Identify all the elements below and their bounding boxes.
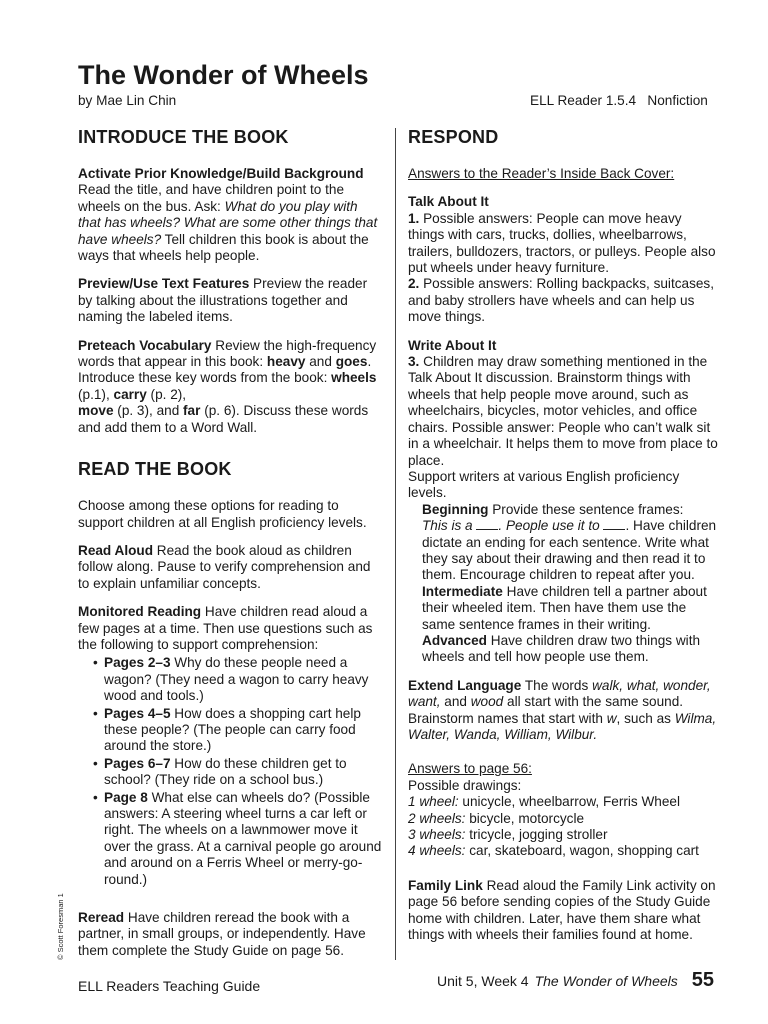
footer-unit-info xyxy=(437,969,714,991)
ell-reader-ref: ELL Reader 1.5.4 Nonfiction xyxy=(530,93,708,108)
read-aloud-paragraph xyxy=(78,543,383,592)
intermediate-label: Intermediate xyxy=(422,583,503,599)
respond-heading: RESPOND xyxy=(408,127,499,147)
footer-unit: Unit 5, Week 4 xyxy=(437,973,529,989)
answer-text: Children may draw something mentioned in the Talk About It discussion. Brainstorm things with wheels that help people move around, such as wheelchairs, bicycles, motor vehicles, and office chairs. Possible answer: People who can’t walk sit in a wheelchair. It helps them to move from place to place. xyxy=(408,354,718,468)
answers-56-heading: Answers to page 56: xyxy=(408,761,532,777)
drawing-text: unicycle, wheelbarrow, Ferris Wheel xyxy=(458,794,680,810)
extend-text-2: all start with the same sound. Brainstorm names that start with xyxy=(408,694,684,726)
write-about-it-section xyxy=(408,338,718,666)
extend-text: The words xyxy=(521,677,593,693)
vocab-and: and xyxy=(305,354,336,370)
extend-text-3: , such as xyxy=(616,710,675,726)
list-item xyxy=(104,790,383,888)
list-item xyxy=(104,756,383,789)
read-aloud-text: Read the book aloud as children follow along. Pause to verify comprehension and to explain unfamiliar concepts. xyxy=(78,542,371,591)
intermediate-level xyxy=(408,584,718,633)
vocab-p2: (p. 2), xyxy=(146,386,187,402)
write-heading: Write About It xyxy=(408,337,497,353)
extend-language-paragraph xyxy=(408,678,718,744)
blank-line xyxy=(603,519,625,530)
vocab-label: Preteach Vocabulary xyxy=(78,337,212,353)
activate-prior-knowledge-paragraph xyxy=(78,166,383,264)
apk-text1: Read the title, and have children point to the wheels on the bus. Ask: xyxy=(78,182,345,214)
drawing-label: 1 wheel: xyxy=(408,794,459,810)
answer-number: 1. xyxy=(408,210,420,226)
monitored-text: Have children read aloud a few pages at a time. Then use questions such as the following to support comprehension: xyxy=(78,604,373,652)
footer-guide-title: ELL Readers Teaching Guide xyxy=(78,978,261,994)
drawing-label: 4 wheels: xyxy=(408,843,466,859)
family-link-paragraph xyxy=(408,878,718,944)
advanced-text: Have children draw two things with wheels and tell how people use them. xyxy=(422,632,701,665)
talk-about-it-section xyxy=(408,194,718,325)
intermediate-text: Have children tell a partner about their wheeled item. Then have them use the same sentence frames in their writing. xyxy=(422,583,707,632)
apk-text2: Tell children this book is about the ways that wheels help people. xyxy=(78,231,369,264)
extend-and: and xyxy=(440,694,471,710)
preview-paragraph xyxy=(78,276,383,325)
bullet-text: Why do these people need a wagon? (They need a wagon to carry heavy wood and tools.) xyxy=(104,655,369,704)
column-divider xyxy=(395,128,396,960)
bullet-label: Pages 6–7 xyxy=(104,755,171,771)
extend-label: Extend Language xyxy=(408,677,522,693)
vocab-word-goes: goes xyxy=(335,354,368,370)
bullet-label: Pages 2–3 xyxy=(104,655,171,671)
extend-names: Wilma, Walter, Wanda, William, Wilbur. xyxy=(408,710,717,742)
copyright-notice: © Scott Foresman 1 xyxy=(56,893,65,960)
answer-text: Possible answers: Rolling backpacks, suitcases, and baby strollers have wheels and can help us move things. xyxy=(408,276,715,325)
answers-cover-heading: Answers to the Reader’s Inside Back Cover: xyxy=(408,166,675,181)
sentence-frame-1: This is a xyxy=(422,518,473,534)
support-text: Support writers at various English proficiency levels. xyxy=(408,468,680,501)
preteach-vocab-paragraph xyxy=(78,338,383,436)
drawing-text: tricycle, jogging stroller xyxy=(465,827,608,843)
list-item xyxy=(104,655,383,704)
family-link-label: Family Link xyxy=(408,877,483,893)
list-item xyxy=(408,794,718,810)
reread-text: Have children reread the book with a partner, in small groups, or independently. Have them complete the Study Guide on page 56. xyxy=(78,910,366,958)
advanced-label: Advanced xyxy=(422,632,487,648)
vocab-word-carry: carry xyxy=(113,386,147,402)
page-number: 55 xyxy=(691,969,714,991)
drawing-text: car, skateboard, wagon, shopping cart xyxy=(465,843,699,859)
list-item xyxy=(408,843,718,859)
talk-answer-1 xyxy=(408,211,718,277)
possible-drawings: Possible drawings: xyxy=(408,777,522,793)
extend-w: w xyxy=(606,710,617,726)
vocab-word-move: move xyxy=(78,403,114,419)
answer-number: 2. xyxy=(408,276,420,292)
vocab-word-far: far xyxy=(183,403,201,419)
bullet-text: What else can wheels do? (Possible answers: A steering wheel turns a car left or right. The wheels on a lawnmower move it over the grass. At a carnival people go around and around on a Ferris Wheel or merry-go-round.) xyxy=(104,789,382,887)
beginning-text-2: . Have children dictate an ending for each sentence. Write what they say about their drawing and then read it to them. Encourage children to repeat after you. xyxy=(422,518,717,583)
advanced-level xyxy=(408,633,718,666)
preview-text: Preview the reader by talking about the illustrations together and naming the labeled items. xyxy=(78,276,368,325)
apk-label: Activate Prior Knowledge/Build Background xyxy=(78,166,364,181)
list-item xyxy=(408,811,718,827)
bullet-label: Pages 4–5 xyxy=(104,705,171,721)
vocab-p3: (p. 3), and xyxy=(113,403,184,419)
beginning-text: Provide these sentence frames: xyxy=(488,501,684,517)
extend-wood: wood xyxy=(470,694,504,710)
question-list xyxy=(78,655,383,888)
drawing-label: 2 wheels: xyxy=(408,810,466,826)
talk-answer-2 xyxy=(408,276,718,325)
write-answer-3 xyxy=(408,354,718,469)
bullet-text: How does a shopping cart help these people? (The people can carry food around the store.) xyxy=(104,705,361,754)
monitored-reading-paragraph xyxy=(78,604,383,653)
bullet-text: How do these children get to school? (They ride on a school bus.) xyxy=(104,755,347,788)
monitored-label: Monitored Reading xyxy=(78,604,202,620)
footer-book-title: The Wonder of Wheels xyxy=(534,973,678,989)
bullet-label: Page 8 xyxy=(104,789,148,805)
introduce-heading: INTRODUCE THE BOOK xyxy=(78,127,289,147)
list-item xyxy=(104,706,383,755)
reread-label: Reread xyxy=(78,910,125,926)
left-column xyxy=(78,126,383,971)
beginning-level xyxy=(408,502,718,584)
reread-paragraph xyxy=(78,910,383,959)
vocab-text2: . Introduce these key words from the book: xyxy=(78,354,372,386)
vocab-word-wheels: wheels xyxy=(331,370,377,386)
vocab-p1: (p.1), xyxy=(78,386,114,402)
vocab-word-heavy: heavy xyxy=(266,354,306,370)
page-title: The Wonder of Wheels xyxy=(78,60,369,90)
vocab-text1: Review the high-frequency words that appear in this book: xyxy=(78,337,377,370)
byline: by Mae Lin Chin xyxy=(78,93,177,108)
drawing-text: bicycle, motorcycle xyxy=(465,810,585,826)
answer-text: Possible answers: People can move heavy things with cars, trucks, dollies, wheelbarrows, trailers, bulldozers, tractors, or pulleys. People also put wheels under heavy furniture. xyxy=(408,210,716,276)
beginning-label: Beginning xyxy=(422,501,489,517)
right-column xyxy=(408,126,718,955)
blank-line xyxy=(476,519,498,530)
talk-heading: Talk About It xyxy=(408,194,489,210)
preview-label: Preview/Use Text Features xyxy=(78,276,250,292)
read-intro: Choose among these options for reading to support children at all English proficiency levels. xyxy=(78,498,367,530)
read-book-heading: READ THE BOOK xyxy=(78,459,232,480)
drawing-label: 3 wheels: xyxy=(408,827,466,843)
list-item xyxy=(408,827,718,843)
page-56-answers xyxy=(408,761,718,859)
apk-question: What do you play with that has wheels? What are some other things that have wheels? xyxy=(78,198,378,247)
answer-number: 3. xyxy=(408,354,420,370)
read-aloud-label: Read Aloud xyxy=(78,542,154,558)
extend-words: walk, what, wonder, want, xyxy=(408,677,711,710)
sentence-frame-2: . People use it to xyxy=(498,518,600,534)
vocab-p4: (p. 6). Discuss these words and add them to a Word Wall. xyxy=(78,403,369,435)
family-link-text: Read aloud the Family Link activity on page 56 before sending copies of the Study Guide home with children. Later, have them share what things with wheels their families found at home. xyxy=(408,877,716,943)
